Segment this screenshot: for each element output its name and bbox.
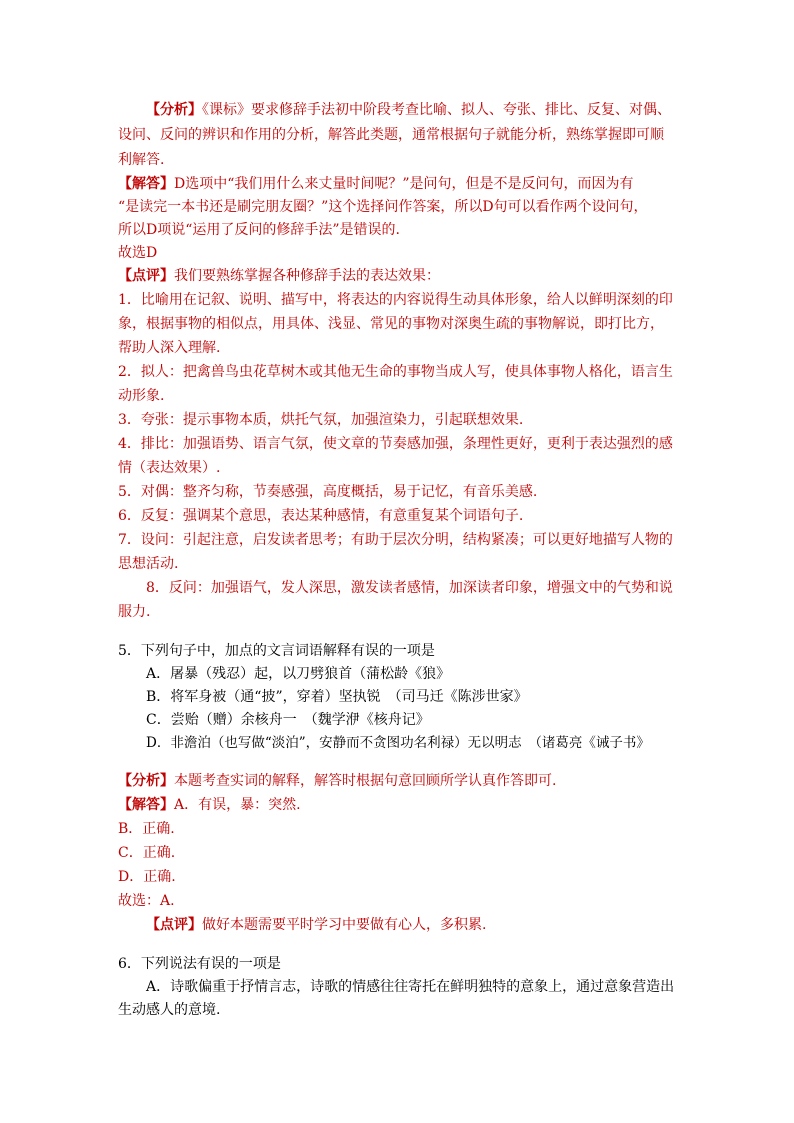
question-5-option-b: B．将军身被（通“披”，穿着）坚执锐 （司马迁《陈涉世家》 — [146, 689, 528, 705]
answer-tag: 【解答】 — [118, 797, 174, 813]
question-5-stem: 5．下列句子中，加点的文言词语解释有误的一项是 — [118, 643, 435, 659]
comment-item: 7．设问：引起注意，启发读者思考；有助于层次分明，结构紧凑；可以更好地描写人物的 — [118, 532, 673, 548]
comment-item: 6．反复：强调某个意思，表达某种感情，有意重复某个词语句子. — [118, 508, 524, 524]
comment-item: 2．拟人：把禽兽鸟虫花草树木或其他无生命的事物当成人写，使具体事物人格化，语言生 — [118, 364, 673, 380]
comment-item: 4．排比：加强语势、语言气氛，使文章的节奏感加强，条理性更好，更利于表达强烈的感 — [118, 436, 673, 452]
comment-q4-intro — [118, 266, 440, 286]
answer-q4-line-2: “是读完一本书还是刷完朋友圈？”这个选择问作答案，所以D句可以看作两个设问句， — [118, 199, 648, 215]
comment-item: 情（表达效果）. — [118, 460, 221, 476]
comment-item: 5．对偶：整齐匀称，节奏感强，高度概括，易于记忆，有音乐美感. — [118, 484, 538, 500]
answer-q4-line-1 — [118, 174, 634, 194]
answer-q4-choice: 故选D — [118, 245, 158, 261]
comment-item: 动形象. — [118, 388, 165, 404]
analysis-q5 — [118, 771, 556, 791]
question-6-option-a-line-2: 生动感人的意境. — [118, 1002, 221, 1018]
answer-q5-line-1 — [118, 795, 301, 815]
comment-tag: 【点评】 — [146, 917, 202, 933]
question-6-stem: 6．下列说法有误的一项是 — [118, 956, 281, 972]
comment-item: 8．反问：加强语气，发人深思，激发读者感情，加深读者印象，增强文中的气势和说 — [146, 580, 673, 596]
answer-q5-c: C．正确. — [118, 845, 176, 861]
comment-text: 做好本题需要平时学习中要做有心人，多积累. — [202, 917, 487, 933]
analysis-q4-line-3: 利解答. — [118, 152, 165, 168]
analysis-tag: 【分析】 — [146, 102, 202, 118]
answer-q4-line-3: 所以D项说“运用了反问的修辞手法”是错误的. — [118, 222, 400, 238]
comment-item: 3．夸张：提示事物本质，烘托气氛，加强渲染力，引起联想效果. — [118, 412, 524, 428]
question-5-option-a: A．屠暴（残忍）起，以刀劈狼首（蒲松龄《狼》 — [146, 666, 451, 682]
comment-q5 — [146, 915, 486, 935]
question-5-option-c: C．尝贻（赠）余核舟一 （魏学洢《核舟记》 — [146, 712, 430, 728]
analysis-text: 本题考查实词的解释，解答时根据句意回顾所学认真作答即可. — [174, 773, 557, 789]
answer-text: D选项中“我们用什么来丈量时间呢？”是问句，但是不是反问句，而因为有 — [174, 176, 634, 192]
comment-tag: 【点评】 — [118, 268, 174, 284]
comment-item: 服力. — [118, 604, 151, 620]
answer-q5-b: B．正确. — [118, 821, 175, 837]
comment-item: 帮助人深入理解. — [118, 340, 221, 356]
analysis-text: 《课标》要求修辞手法初中阶段考查比喻、拟人、夸张、排比、反复、对偶、 — [202, 102, 671, 118]
question-5-option-d: D．非澹泊（也写做“淡泊”，安静而不贪图功名利禄）无以明志 （诸葛亮《诫子书》 — [146, 735, 650, 751]
answer-q5-d: D．正确. — [118, 869, 176, 885]
comment-item: 象，根据事物的相似点，用具体、浅显、常见的事物对深奥生疏的事物解说，即打比方， — [118, 316, 664, 332]
comment-intro-text: 我们要熟练掌握各种修辞手法的表达效果： — [174, 268, 440, 284]
comment-item: 1．比喻用在记叙、说明、描写中，将表达的内容说得生动具体形象，给人以鲜明深刻的印 — [118, 292, 673, 308]
answer-q5-choice: 故选：A. — [118, 893, 175, 909]
answer-tag: 【解答】 — [118, 176, 174, 192]
answer-text: A．有误，暴：突然. — [174, 797, 301, 813]
question-6-option-a-line-1: A．诗歌偏重于抒情言志，诗歌的情感往往寄托在鲜明独特的意象上，通过意象营造出 — [146, 979, 675, 995]
analysis-q4-line-1 — [146, 100, 671, 120]
analysis-tag: 【分析】 — [118, 773, 174, 789]
analysis-q4-line-2: 设问、反问的辨识和作用的分析，解答此类题，通常根据句子就能分析，熟练掌握即可顺 — [118, 127, 664, 143]
comment-item: 思想活动. — [118, 556, 179, 572]
